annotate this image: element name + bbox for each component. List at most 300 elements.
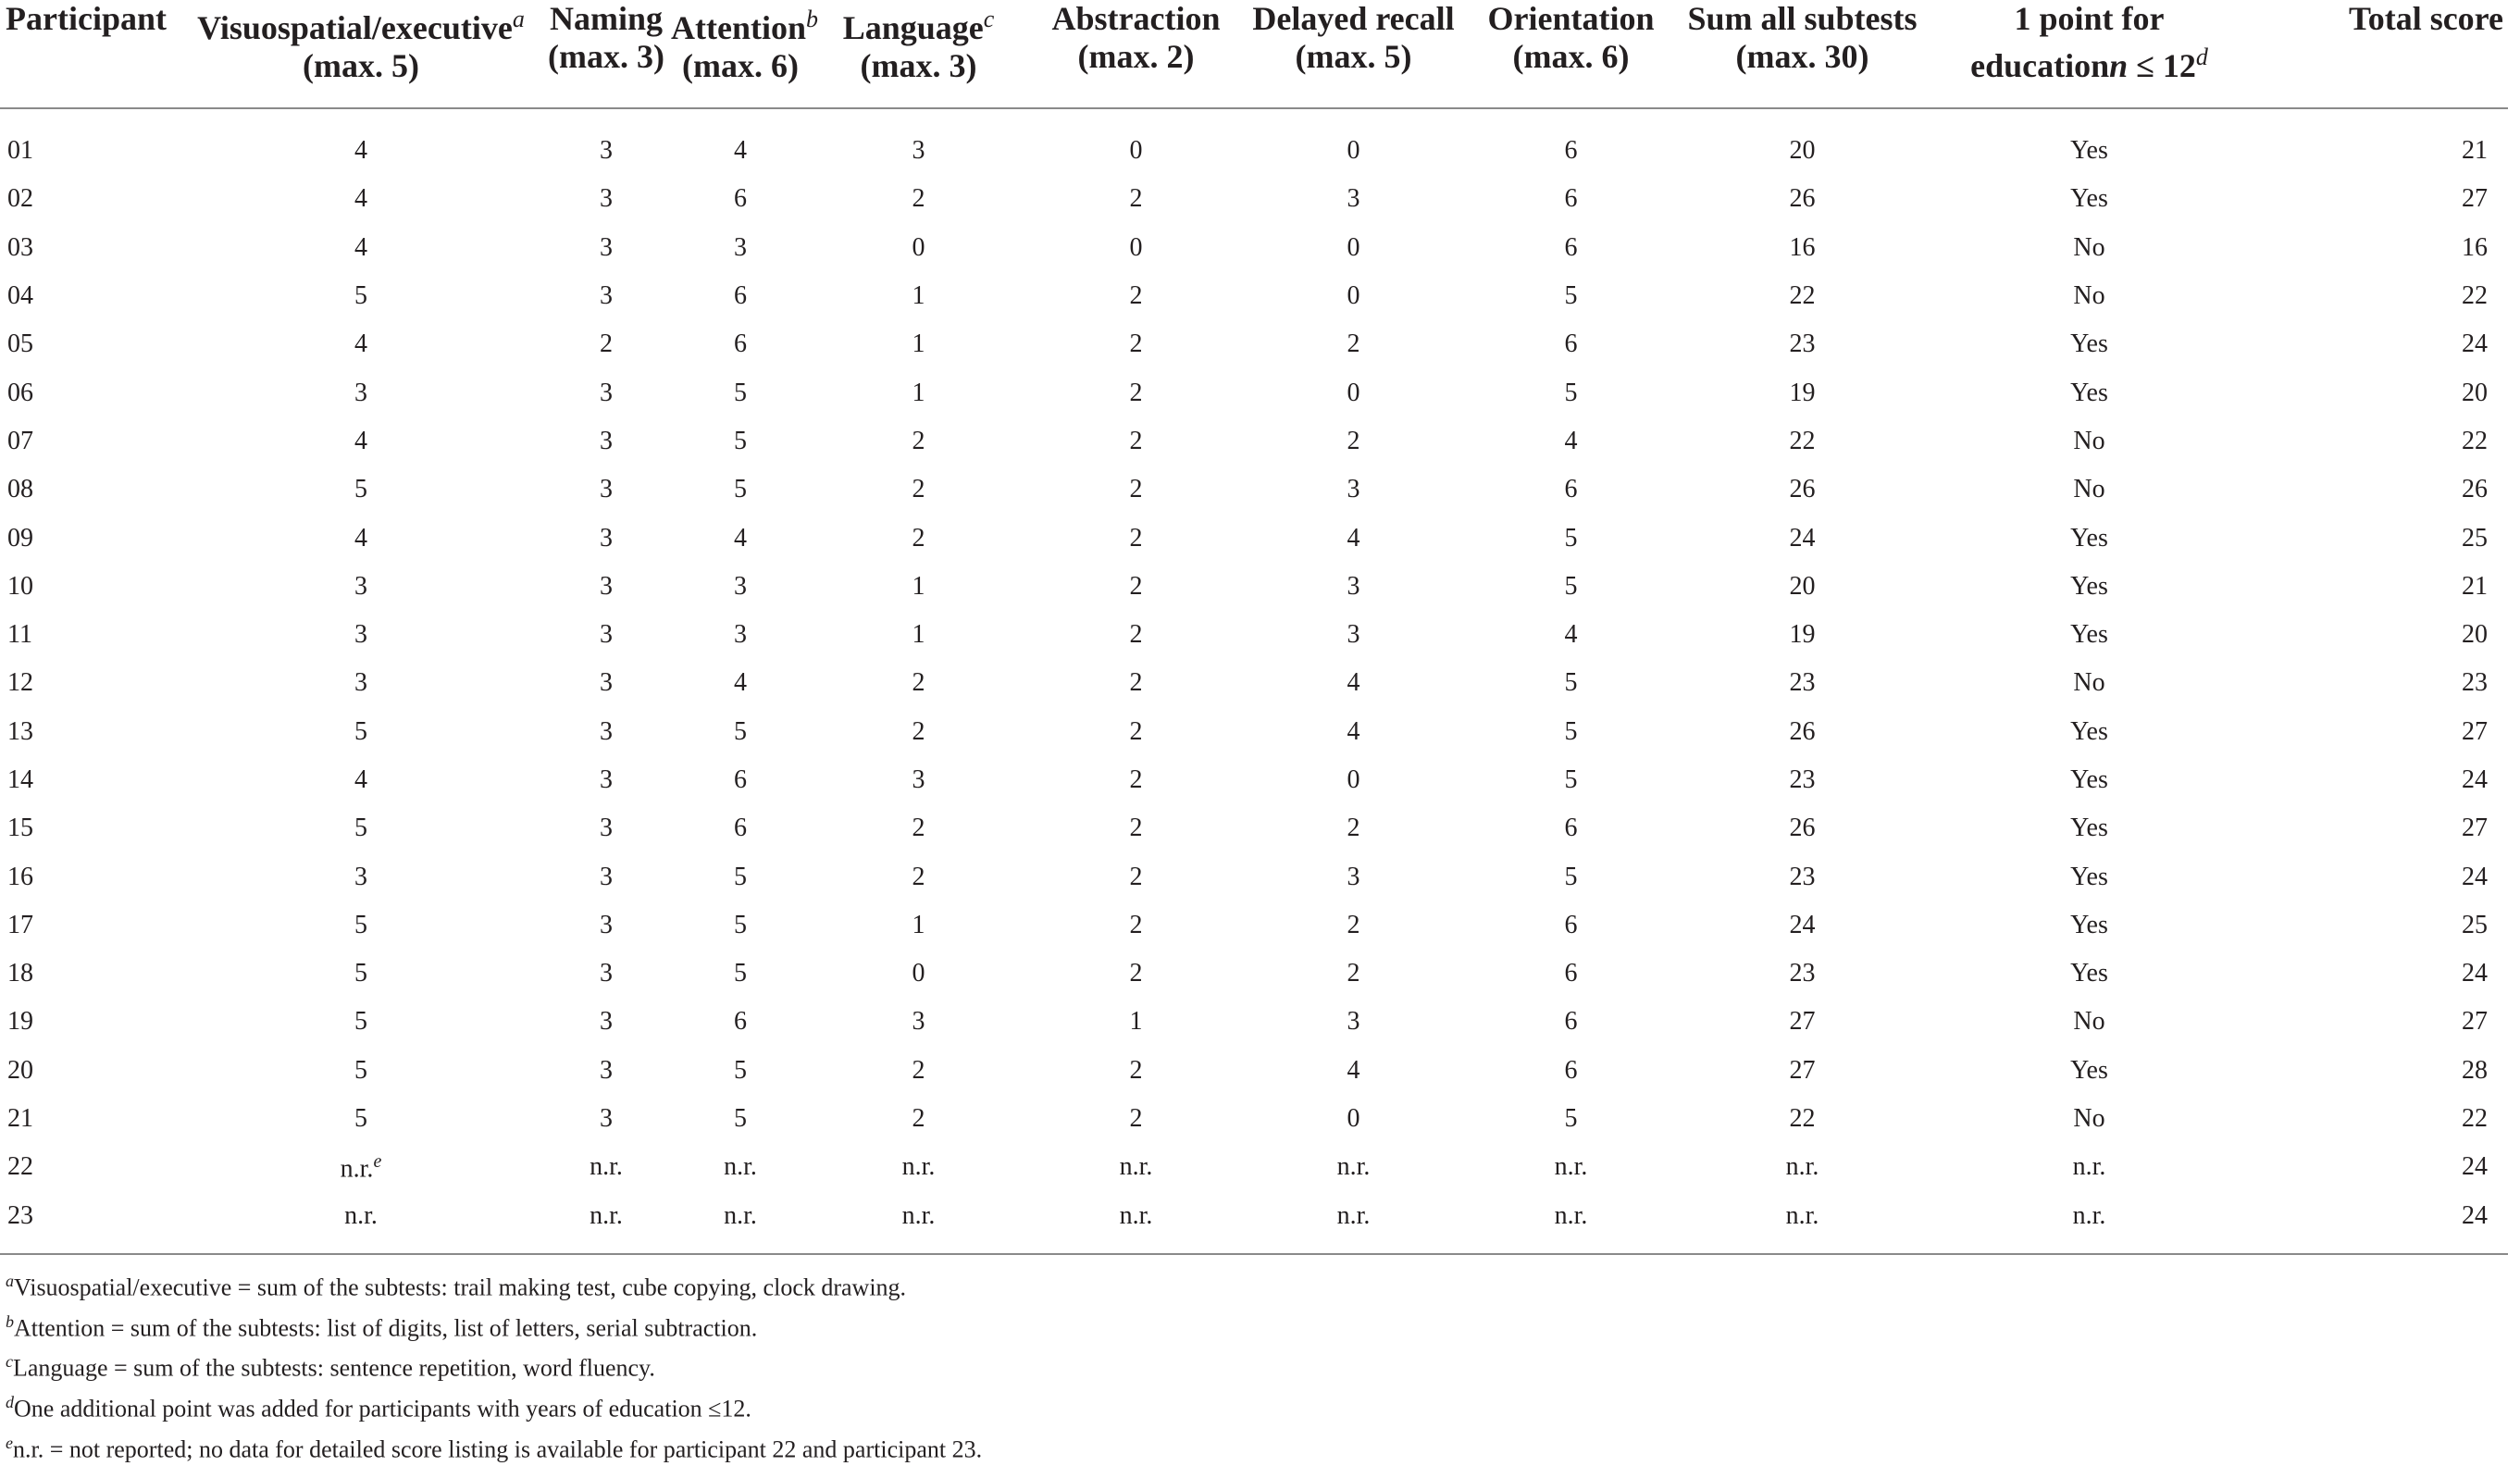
cell-value: No	[2073, 426, 2105, 455]
table-cell	[810, 514, 1027, 562]
column-header	[1027, 0, 1245, 106]
cell-value: n.r.	[2072, 1152, 2106, 1182]
table-cell	[671, 272, 810, 320]
cell-value: 3	[600, 668, 613, 698]
table-cell	[1925, 1143, 2253, 1191]
cell-value: Yes	[2070, 523, 2108, 553]
cell-value: 2	[1129, 184, 1143, 214]
table-cell	[1027, 1095, 1245, 1143]
cell-value: 6	[1564, 1055, 1578, 1085]
cell-value: Yes	[2070, 136, 2108, 166]
cell-value: 2	[1129, 571, 1143, 601]
cell-value: 22	[2462, 281, 2488, 311]
column-header-max: (max. 6)	[1512, 38, 1630, 75]
footnote-marker: a	[512, 6, 525, 32]
table-cell	[1925, 659, 2253, 707]
table-cell	[1245, 127, 1462, 175]
cell-value: 5	[354, 910, 367, 939]
cell-value: 19	[7, 1007, 33, 1037]
cell-value: 2	[600, 329, 613, 359]
cell-value: 4	[734, 136, 747, 166]
cell-value: 3	[600, 1007, 613, 1037]
table-cell	[1925, 611, 2253, 659]
table-cell	[1245, 659, 1462, 707]
table-cell	[1245, 901, 1462, 950]
table-cell	[810, 320, 1027, 368]
footnote	[6, 1264, 982, 1305]
cell-value: 2	[1129, 329, 1143, 359]
cell-value: 2	[1129, 959, 1143, 988]
cell-value: 2	[1129, 765, 1143, 794]
table-cell	[1245, 368, 1462, 416]
header-spacer	[0, 106, 2520, 127]
table-cell	[1462, 224, 1680, 272]
cell-value: 3	[600, 523, 613, 553]
table-cell	[1245, 852, 1462, 901]
cell-value: No	[2073, 668, 2105, 698]
table-cell	[180, 466, 541, 514]
cell-value: 11	[7, 620, 32, 650]
column-header-title: Orientation	[1487, 0, 1655, 37]
cell-value: 3	[912, 136, 925, 166]
table-cell	[810, 127, 1027, 175]
table-cell	[810, 852, 1027, 901]
table-cell	[1462, 1143, 1680, 1191]
spacer-cell	[0, 106, 2520, 127]
cell-value: 2	[1129, 378, 1143, 407]
cell-value: 2	[1129, 716, 1143, 746]
table-cell	[541, 901, 671, 950]
table-cell	[671, 466, 810, 514]
table-cell	[810, 950, 1027, 998]
table-cell	[2253, 1095, 2520, 1143]
cell-value: 1	[912, 910, 925, 939]
cell-value: 22	[1789, 426, 1816, 455]
table-cell	[2253, 320, 2520, 368]
footnote-marker: b	[6, 1311, 14, 1331]
cell-value: 06	[7, 378, 33, 407]
table-cell	[1027, 175, 1245, 223]
cell-value: 3	[354, 571, 367, 601]
cell-value: 6	[1564, 136, 1578, 166]
table-cell	[1027, 563, 1245, 611]
table-cell	[2253, 950, 2520, 998]
cell-value: No	[2073, 232, 2105, 262]
cell-value: 26	[2462, 475, 2488, 504]
table-cell	[2253, 708, 2520, 756]
table-cell	[1462, 950, 1680, 998]
cell-value: 5	[1564, 378, 1578, 407]
table-cell	[1925, 320, 2253, 368]
table-cell	[1245, 1143, 1462, 1191]
cell-value: 5	[734, 716, 747, 746]
cell-value: 27	[2462, 716, 2488, 746]
cell-value: 2	[1347, 814, 1360, 843]
cell-value: 5	[354, 1055, 367, 1085]
participant-cell	[0, 852, 180, 901]
table-cell	[180, 950, 541, 998]
cell-value: 6	[1564, 329, 1578, 359]
table-cell	[541, 756, 671, 804]
footnote-text: Language = sum of the subtests: sentence repetition, word fluency.	[13, 1354, 655, 1382]
cell-value: 13	[7, 716, 33, 746]
cell-value: 09	[7, 523, 33, 553]
table-cell	[1680, 708, 1925, 756]
cell-value: n.r.	[1119, 1152, 1153, 1182]
table-cell	[1680, 1143, 1925, 1191]
cell-value: 0	[912, 959, 925, 988]
table-cell	[1680, 320, 1925, 368]
column-header	[541, 0, 671, 106]
table-cell	[1462, 466, 1680, 514]
table-cell	[541, 1143, 671, 1191]
table-cell	[1245, 1095, 1462, 1143]
table-cell	[1245, 175, 1462, 223]
cell-value: 0	[1129, 136, 1143, 166]
cell-value: 23	[2462, 668, 2488, 698]
cell-value: 23	[1789, 959, 1816, 988]
table-cell	[1462, 272, 1680, 320]
cell-value: No	[2073, 1104, 2105, 1134]
cell-value: 10	[7, 571, 33, 601]
cell-value: 5	[1564, 716, 1578, 746]
cell-value: 24	[1789, 523, 1816, 553]
cell-value: 3	[600, 910, 613, 939]
table-cell	[671, 611, 810, 659]
cell-value: 5	[1564, 281, 1578, 311]
column-header-title: Total score	[2349, 0, 2503, 37]
table-cell	[2253, 804, 2520, 852]
table-cell	[180, 127, 541, 175]
cell-value: 4	[1564, 426, 1578, 455]
participant-cell	[0, 901, 180, 950]
participant-cell	[0, 804, 180, 852]
table-cell	[541, 950, 671, 998]
footnotes	[6, 1264, 982, 1466]
table-cell	[810, 417, 1027, 466]
table-cell	[1245, 998, 1462, 1046]
table-cell	[180, 1192, 541, 1240]
cell-value: 2	[1129, 281, 1143, 311]
table-cell	[1925, 804, 2253, 852]
cell-value: 4	[1347, 1055, 1360, 1085]
cell-value: 5	[1564, 1104, 1578, 1134]
table-cell	[2253, 756, 2520, 804]
table-cell	[1245, 320, 1462, 368]
cell-value: 1	[912, 571, 925, 601]
cell-value: Yes	[2070, 959, 2108, 988]
cell-value: 3	[600, 378, 613, 407]
participant-cell	[0, 417, 180, 466]
cell-value: 2	[912, 814, 925, 843]
table-cell	[1680, 756, 1925, 804]
table-cell	[1027, 224, 1245, 272]
footnote-marker: a	[6, 1272, 14, 1290]
table-cell	[180, 1095, 541, 1143]
footnote-marker: c	[6, 1352, 13, 1372]
column-header-subtitle	[1925, 38, 2253, 85]
cell-value: 24	[2462, 329, 2488, 359]
table-row	[0, 708, 2520, 756]
table-cell	[1462, 320, 1680, 368]
cell-value: 2	[1129, 1055, 1143, 1085]
column-header	[1680, 0, 1925, 106]
cell-value: 3	[600, 136, 613, 166]
cell-value: 3	[354, 668, 367, 698]
cell-value: No	[2073, 475, 2105, 504]
table-cell	[1462, 368, 1680, 416]
cell-value: 3	[600, 475, 613, 504]
table-cell	[1245, 466, 1462, 514]
table-cell	[1027, 127, 1245, 175]
table-cell	[671, 417, 810, 466]
cell-value: 4	[734, 668, 747, 698]
cell-value: 3	[1347, 571, 1360, 601]
cell-value: 3	[600, 765, 613, 794]
cell-value: 4	[734, 523, 747, 553]
table-row	[0, 659, 2520, 707]
table-row	[0, 611, 2520, 659]
cell-value: n.r.	[1119, 1200, 1153, 1230]
table-cell	[1245, 514, 1462, 562]
table-cell	[810, 1192, 1027, 1240]
cell-value: 3	[600, 1104, 613, 1134]
participant-cell	[0, 659, 180, 707]
cell-value: 4	[354, 765, 367, 794]
table-cell	[810, 901, 1027, 950]
table-cell	[1245, 417, 1462, 466]
table-cell	[1680, 852, 1925, 901]
cell-value: 2	[1129, 426, 1143, 455]
table-cell	[1680, 804, 1925, 852]
table-cell	[1925, 1192, 2253, 1240]
table-cell	[671, 175, 810, 223]
cell-value: n.r.	[2072, 1200, 2106, 1230]
table-cell	[1027, 950, 1245, 998]
table-cell	[1925, 998, 2253, 1046]
cell-value: 20	[1789, 571, 1816, 601]
participant-cell	[0, 950, 180, 998]
table-cell	[1680, 272, 1925, 320]
cell-value: 01	[7, 136, 33, 166]
table-cell	[810, 756, 1027, 804]
cell-value: 5	[354, 814, 367, 843]
table-cell	[1925, 1047, 2253, 1095]
table-cell	[1462, 998, 1680, 1046]
column-header-title: Visuospatial/executive$^a$	[197, 6, 525, 46]
table-cell	[2253, 417, 2520, 466]
table-row	[0, 852, 2520, 901]
table-cell	[1027, 611, 1245, 659]
column-header	[671, 0, 818, 106]
table-cell	[2253, 466, 2520, 514]
cell-value: 2	[1129, 814, 1143, 843]
table-cell	[1925, 127, 2253, 175]
table-cell	[1027, 852, 1245, 901]
cell-value: 22	[2462, 1104, 2488, 1134]
cell-value: 3	[912, 1007, 925, 1037]
table-cell	[1680, 175, 1925, 223]
cell-value: 16	[2462, 232, 2488, 262]
cell-value: 4	[354, 329, 367, 359]
table-cell	[180, 1143, 541, 1191]
table-cell	[810, 998, 1027, 1046]
footnote-text: n.r. = not reported; no data for detailed score listing is available for participant 22 and participant 23.	[13, 1435, 983, 1463]
table-cell	[1027, 272, 1245, 320]
cell-value: 6	[1564, 184, 1578, 214]
table-row	[0, 272, 2520, 320]
cell-value: 0	[1347, 281, 1360, 311]
table-row	[0, 368, 2520, 416]
cell-value: 3	[600, 716, 613, 746]
cell-value: 22	[2462, 426, 2488, 455]
table-cell	[180, 708, 541, 756]
table-cell	[671, 320, 810, 368]
cell-value: 2	[1129, 475, 1143, 504]
table-cell	[810, 1095, 1027, 1143]
cell-value: 5	[734, 1055, 747, 1085]
cell-value: 5	[734, 378, 747, 407]
cell-value: 2	[1347, 959, 1360, 988]
table-cell	[180, 563, 541, 611]
cell-value: 5	[734, 910, 747, 939]
cell-value: 1	[912, 620, 925, 650]
cell-value: 2	[1129, 862, 1143, 891]
table-cell	[2253, 659, 2520, 707]
cell-value: 17	[7, 910, 33, 939]
cell-value: n.r.	[901, 1200, 936, 1230]
cell-value: 23	[1789, 329, 1816, 359]
cell-value: 24	[2462, 1200, 2488, 1230]
table-cell	[1027, 466, 1245, 514]
footnote-marker: d	[6, 1392, 14, 1411]
cell-value: 24	[2462, 1152, 2488, 1182]
table-cell	[2253, 1047, 2520, 1095]
table-cell	[1925, 224, 2253, 272]
table-cell	[1680, 1192, 1925, 1240]
cell-value: 6	[1564, 959, 1578, 988]
participant-cell	[0, 514, 180, 562]
table-cell	[180, 756, 541, 804]
column-header-max: (max. 30)	[1735, 38, 1869, 75]
table-cell	[671, 852, 810, 901]
table-cell	[1680, 514, 1925, 562]
table-cell	[1462, 852, 1680, 901]
table-body	[0, 106, 2520, 1240]
cell-value: Yes	[2070, 716, 2108, 746]
table-cell	[671, 1047, 810, 1095]
cell-value: 23	[1789, 765, 1816, 794]
table-cell	[2253, 272, 2520, 320]
column-header-title: Delayed recall	[1252, 0, 1455, 37]
cell-value: 27	[2462, 814, 2488, 843]
cell-value: 6	[734, 1007, 747, 1037]
table-cell	[1027, 804, 1245, 852]
table-cell	[671, 1095, 810, 1143]
cell-value: 27	[2462, 1007, 2488, 1037]
table-cell	[1462, 1192, 1680, 1240]
cell-value: 5	[354, 1007, 367, 1037]
table-cell	[1462, 1095, 1680, 1143]
column-header-title: Attention$^b$	[671, 6, 818, 46]
table-cell	[810, 175, 1027, 223]
cell-value: 0	[1347, 232, 1360, 262]
table-cell	[1462, 563, 1680, 611]
cell-value: 6	[1564, 814, 1578, 843]
table-cell	[1245, 272, 1462, 320]
table-cell	[810, 611, 1027, 659]
table-cell	[1462, 708, 1680, 756]
cell-value: 3	[1347, 862, 1360, 891]
cell-value: 3	[734, 620, 747, 650]
table-cell	[671, 708, 810, 756]
column-header-max: (max. 3)	[548, 38, 664, 75]
table-row	[0, 224, 2520, 272]
table-cell	[1462, 175, 1680, 223]
table-cell	[180, 417, 541, 466]
table-row	[0, 563, 2520, 611]
footnote-text: Attention = sum of the subtests: list of digits, list of letters, serial subtraction.	[14, 1314, 758, 1342]
cell-value: 2	[912, 1104, 925, 1134]
cell-value: 3	[354, 620, 367, 650]
cell-value: 2	[912, 475, 925, 504]
table-cell	[1027, 901, 1245, 950]
cell-value: 5	[1564, 668, 1578, 698]
cell-value: 16	[1789, 232, 1816, 262]
table-cell	[1925, 756, 2253, 804]
table-cell	[1925, 708, 2253, 756]
cell-value: 6	[1564, 475, 1578, 504]
column-header-subtitle-variable: n	[2109, 47, 2129, 84]
table-cell	[2253, 514, 2520, 562]
table-cell	[1245, 708, 1462, 756]
table-cell	[180, 901, 541, 950]
footnote-marker: b	[806, 6, 818, 32]
participant-cell	[0, 368, 180, 416]
cell-value: 5	[734, 475, 747, 504]
table-cell	[671, 901, 810, 950]
cell-value: 0	[1347, 378, 1360, 407]
cell-value: 4	[1564, 620, 1578, 650]
cell-value: 5	[734, 862, 747, 891]
footnote-text: Visuospatial/executive = sum of the subtests: trail making test, cube copying, clock drawing.	[14, 1273, 907, 1301]
cell-value: 2	[1347, 329, 1360, 359]
cell-value: 3	[1347, 475, 1360, 504]
table-cell	[1925, 466, 2253, 514]
table-cell	[541, 1095, 671, 1143]
cell-value: 21	[2462, 571, 2488, 601]
table-cell	[180, 611, 541, 659]
table-row	[0, 1192, 2520, 1240]
table-cell	[541, 708, 671, 756]
cell-value: 6	[1564, 910, 1578, 939]
cell-value: 5	[354, 716, 367, 746]
table-row	[0, 175, 2520, 223]
cell-value: 4	[354, 184, 367, 214]
table-cell	[1680, 466, 1925, 514]
table-cell	[810, 1047, 1027, 1095]
table-cell	[541, 466, 671, 514]
table-row	[0, 1095, 2520, 1143]
table-cell	[1925, 563, 2253, 611]
cell-value: No	[2073, 1007, 2105, 1037]
table-cell	[2253, 1192, 2520, 1240]
cell-value: 3	[600, 232, 613, 262]
column-header-max: (max. 5)	[303, 47, 419, 84]
table-cell	[1925, 950, 2253, 998]
cell-value: 5	[354, 281, 367, 311]
cell-value: 25	[2462, 523, 2488, 553]
